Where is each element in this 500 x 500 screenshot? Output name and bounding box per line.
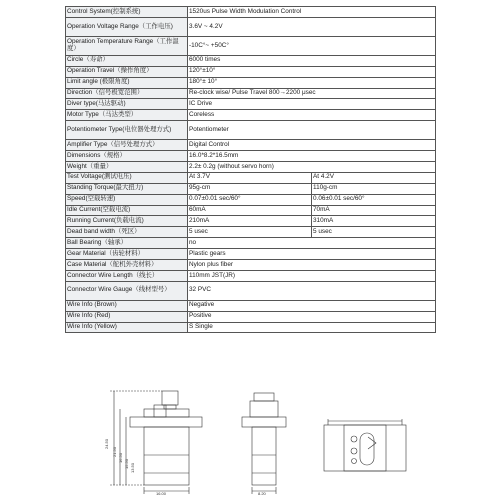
spec-label: Operation Temperature Range（工作温度） bbox=[66, 36, 188, 55]
spec-row bbox=[66, 270, 436, 281]
spec-value: Positive bbox=[188, 311, 436, 322]
spec-row bbox=[66, 281, 436, 300]
servo-side-view bbox=[242, 393, 286, 496]
spec-value: Nylon plus fiber bbox=[188, 260, 436, 271]
spec-value: 16.0*8.2*16.5mm bbox=[188, 151, 436, 162]
spec-value: Potentiometer bbox=[188, 121, 436, 140]
spec-value: 110mm JST(JR) bbox=[188, 270, 436, 281]
value-3v7: At 3.7V bbox=[188, 172, 312, 183]
height-dimensions bbox=[104, 391, 162, 485]
spec-row bbox=[66, 322, 436, 333]
servo-front-view bbox=[130, 391, 202, 485]
spec-label: Idle Current(空载电流) bbox=[66, 205, 188, 216]
spec-value: 3.6V ~ 4.2V bbox=[188, 17, 436, 36]
split-row bbox=[66, 216, 436, 227]
spec-label: Ball Bearing（轴承） bbox=[66, 238, 188, 249]
spec-row bbox=[66, 300, 436, 311]
value-4v2: 110g-cm bbox=[312, 183, 436, 194]
split-row bbox=[66, 172, 436, 183]
spec-row bbox=[66, 55, 436, 66]
spec-label: Wire Info (Red) bbox=[66, 311, 188, 322]
value-3v7: 5 usec bbox=[188, 227, 312, 238]
spec-value: 180°± 10° bbox=[188, 77, 436, 88]
dim-label: 15.50 bbox=[124, 458, 129, 469]
spec-label: Connector Wire Gauge（线材型号） bbox=[66, 281, 188, 300]
split-row bbox=[66, 183, 436, 194]
spec-label: Weight（重量） bbox=[66, 162, 188, 173]
spec-label: Control System(控制系统) bbox=[66, 7, 188, 18]
spec-value: Re-clock wise/ Pulse Travel 800→2200 μsec bbox=[188, 88, 436, 99]
split-row bbox=[66, 194, 436, 205]
value-4v2: 70mA bbox=[312, 205, 436, 216]
value-4v2: 0.06±0.01 sec/60° bbox=[312, 194, 436, 205]
spec-label: Dimensions（规格） bbox=[66, 151, 188, 162]
spec-label: Standing Torque(最大扭力) bbox=[66, 183, 188, 194]
spec-label: Motor Type（马达类型） bbox=[66, 110, 188, 121]
spec-value: 2.2± 0.2g (without servo horn) bbox=[188, 162, 436, 173]
spec-value: no bbox=[188, 238, 436, 249]
spec-value: Plastic gears bbox=[188, 249, 436, 260]
dim-label: 13.50 bbox=[130, 462, 135, 473]
width-dimension bbox=[144, 487, 189, 496]
spec-label: Speed(空载转速) bbox=[66, 194, 188, 205]
spec-value: IC Drive bbox=[188, 99, 436, 110]
spec-label: Amplifier Type（信号处理方式） bbox=[66, 140, 188, 151]
spec-value: S Single bbox=[188, 322, 436, 333]
spec-value: Coreless bbox=[188, 110, 436, 121]
spec-label: Case Material（舵机外壳材料） bbox=[66, 260, 188, 271]
spec-value: -10C°~ +50C° bbox=[188, 36, 436, 55]
spec-label: Running Current(负载电流) bbox=[66, 216, 188, 227]
value-4v2: 310mA bbox=[312, 216, 436, 227]
spec-label: Connector Wire Length（线长） bbox=[66, 270, 188, 281]
spec-row bbox=[66, 249, 436, 260]
spec-label: Wire Info (Yellow) bbox=[66, 322, 188, 333]
spec-label: Gear Material（齿轮材料） bbox=[66, 249, 188, 260]
value-4v2: At 4.2V bbox=[312, 172, 436, 183]
dim-label: 8.20 bbox=[258, 491, 266, 496]
spec-table bbox=[65, 6, 436, 333]
dim-label: 24.50 bbox=[104, 438, 109, 449]
spec-row bbox=[66, 121, 436, 140]
spec-label: Direction（信号极宽范围） bbox=[66, 88, 188, 99]
spec-label: Diver type(马达驱动) bbox=[66, 99, 188, 110]
spec-label: Limit angle (极限角度) bbox=[66, 77, 188, 88]
servo-top-view bbox=[324, 419, 406, 471]
dim-label: 16.00 bbox=[156, 491, 167, 496]
split-row bbox=[66, 205, 436, 216]
spec-label: Potentiometer Type(电位器处理方式) bbox=[66, 121, 188, 140]
spec-row bbox=[66, 311, 436, 322]
spec-value: 32 PVC bbox=[188, 281, 436, 300]
value-4v2: 5 usec bbox=[312, 227, 436, 238]
spec-row bbox=[66, 88, 436, 99]
spec-row bbox=[66, 36, 436, 55]
value-3v7: 95g-cm bbox=[188, 183, 312, 194]
spec-row bbox=[66, 260, 436, 271]
spec-value: 1520us Pulse Width Modulation Control bbox=[188, 7, 436, 18]
spec-row bbox=[66, 162, 436, 173]
value-3v7: 210mA bbox=[188, 216, 312, 227]
spec-label: Test Voltage(测试电压) bbox=[66, 172, 188, 183]
spec-row bbox=[66, 140, 436, 151]
spec-row bbox=[66, 77, 436, 88]
dim-label: 21.50 bbox=[112, 446, 117, 457]
spec-value: Negative bbox=[188, 300, 436, 311]
spec-row bbox=[66, 238, 436, 249]
spec-label: Wire Info (Brown) bbox=[66, 300, 188, 311]
spec-row bbox=[66, 110, 436, 121]
value-3v7: 0.07±0.01 sec/60° bbox=[188, 194, 312, 205]
dim-label: 16.50 bbox=[118, 452, 123, 463]
spec-row bbox=[66, 66, 436, 77]
spec-value: 6000 times bbox=[188, 55, 436, 66]
spec-label: Circle（寿命） bbox=[66, 55, 188, 66]
value-3v7: 60mA bbox=[188, 205, 312, 216]
split-row bbox=[66, 227, 436, 238]
spec-label: Operation Travel（操作角度） bbox=[66, 66, 188, 77]
spec-label: Operation Voltage Range（工作电压) bbox=[66, 17, 188, 36]
spec-value: 120°±10° bbox=[188, 66, 436, 77]
servo-technical-drawing bbox=[92, 385, 422, 497]
spec-row bbox=[66, 17, 436, 36]
spec-row bbox=[66, 7, 436, 18]
spec-row bbox=[66, 99, 436, 110]
spec-row bbox=[66, 151, 436, 162]
spec-label: Dead band width（死区） bbox=[66, 227, 188, 238]
spec-value: Digital Control bbox=[188, 140, 436, 151]
